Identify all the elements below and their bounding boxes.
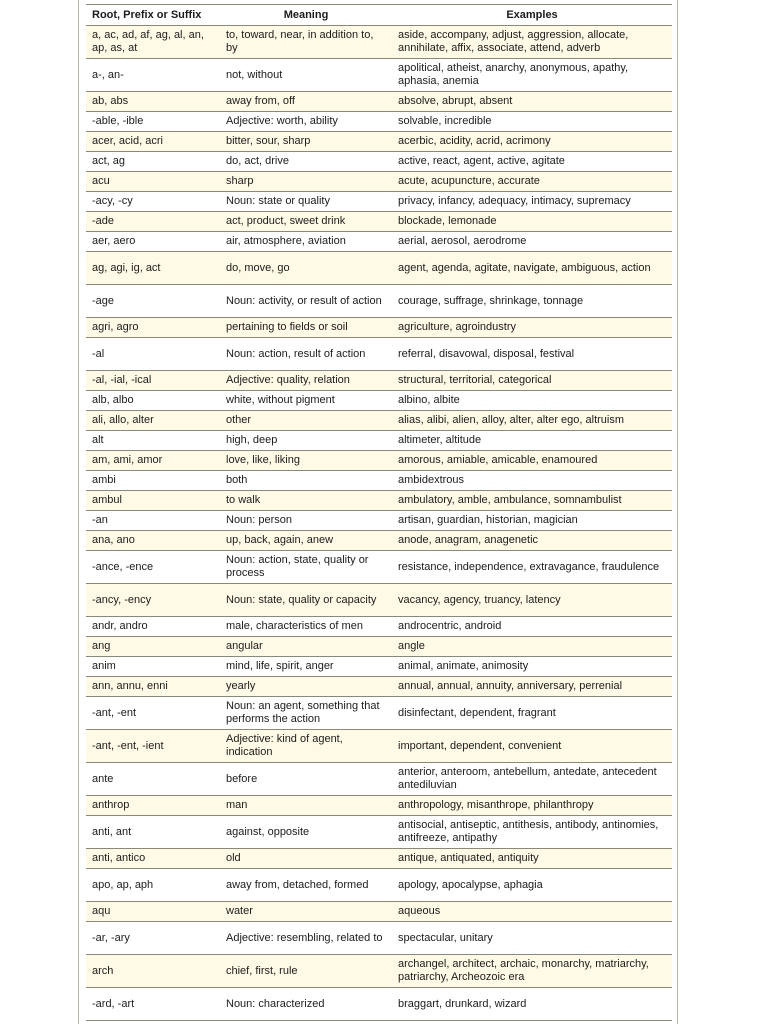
cell-examples: blockade, lemonade [392, 212, 672, 232]
table-row [86, 584, 672, 617]
cell-root: am, ami, amor [86, 451, 220, 471]
cell-examples: disinfectant, dependent, fragrant [392, 697, 672, 730]
cell-meaning: away from, off [220, 92, 392, 112]
cell-meaning: Noun: state or quality [220, 192, 392, 212]
cell-meaning: up, back, again, anew [220, 531, 392, 551]
cell-root: ali, allo, alter [86, 411, 220, 431]
table-row [86, 922, 672, 955]
cell-examples: androcentric, android [392, 617, 672, 637]
table-row [86, 252, 672, 285]
cell-examples: angle [392, 637, 672, 657]
header-examples: Examples [392, 5, 672, 26]
cell-meaning: love, like, liking [220, 451, 392, 471]
cell-meaning: Noun: action, result of action [220, 338, 392, 371]
table-row [86, 551, 672, 584]
table-row [86, 697, 672, 730]
cell-examples: structural, territorial, categorical [392, 371, 672, 391]
cell-root: ambul [86, 491, 220, 511]
cell-root: andr, andro [86, 617, 220, 637]
cell-meaning: old [220, 849, 392, 869]
cell-examples: anode, anagram, anagenetic [392, 531, 672, 551]
header-row [86, 5, 672, 26]
table-row [86, 92, 672, 112]
header-meaning: Meaning [220, 5, 392, 26]
cell-meaning: white, without pigment [220, 391, 392, 411]
cell-root: aer, aero [86, 232, 220, 252]
table-row [86, 796, 672, 816]
cell-meaning: Noun: person [220, 511, 392, 531]
cell-root: acu [86, 172, 220, 192]
cell-examples: annual, annual, annuity, anniversary, perrenial [392, 677, 672, 697]
table-row [86, 849, 672, 869]
cell-examples: archangel, architect, archaic, monarchy, matriarchy, patriarchy, Archeozoic era [392, 955, 672, 988]
cell-examples: ambulatory, amble, ambulance, somnambulist [392, 491, 672, 511]
cell-meaning: sharp [220, 172, 392, 192]
cell-root: -age [86, 285, 220, 318]
cell-meaning: male, characteristics of men [220, 617, 392, 637]
table-row [86, 471, 672, 491]
table-row [86, 902, 672, 922]
cell-meaning: Adjective: resembling, related to [220, 922, 392, 955]
cell-meaning: act, product, sweet drink [220, 212, 392, 232]
cell-examples: spectacular, unitary [392, 922, 672, 955]
cell-meaning: air, atmosphere, aviation [220, 232, 392, 252]
cell-root: -able, -ible [86, 112, 220, 132]
cell-root: agri, agro [86, 318, 220, 338]
cell-meaning: yearly [220, 677, 392, 697]
cell-meaning: angular [220, 637, 392, 657]
cell-examples: apology, apocalypse, aphagia [392, 869, 672, 902]
table-row [86, 763, 672, 796]
cell-examples: agriculture, agroindustry [392, 318, 672, 338]
table-row [86, 955, 672, 988]
cell-meaning: away from, detached, formed [220, 869, 392, 902]
cell-meaning: Adjective: worth, ability [220, 112, 392, 132]
cell-root: anim [86, 657, 220, 677]
cell-examples: antisocial, antiseptic, antithesis, antibody, antinomies, antifreeze, antipathy [392, 816, 672, 849]
cell-examples: anthropology, misanthrope, philanthropy [392, 796, 672, 816]
table-row [86, 318, 672, 338]
cell-root: -acy, -cy [86, 192, 220, 212]
table-row [86, 988, 672, 1021]
cell-meaning: Noun: an agent, something that performs the action [220, 697, 392, 730]
cell-root: ann, annu, enni [86, 677, 220, 697]
cell-examples: animal, animate, animosity [392, 657, 672, 677]
cell-root: -ant, -ent [86, 697, 220, 730]
cell-meaning: man [220, 796, 392, 816]
cell-root: anti, antico [86, 849, 220, 869]
table-row [86, 232, 672, 252]
cell-meaning: Noun: characterized [220, 988, 392, 1021]
table-row [86, 338, 672, 371]
cell-examples: agent, agenda, agitate, navigate, ambiguous, action [392, 252, 672, 285]
table-row [86, 657, 672, 677]
cell-examples: solvable, incredible [392, 112, 672, 132]
cell-root: alt [86, 431, 220, 451]
cell-examples: active, react, agent, active, agitate [392, 152, 672, 172]
cell-examples: artisan, guardian, historian, magician [392, 511, 672, 531]
cell-examples: altimeter, altitude [392, 431, 672, 451]
cell-root: arch [86, 955, 220, 988]
table-row [86, 816, 672, 849]
cell-meaning: Noun: state, quality or capacity [220, 584, 392, 617]
cell-meaning: other [220, 411, 392, 431]
cell-root: -ance, -ence [86, 551, 220, 584]
table-row [86, 491, 672, 511]
cell-meaning: water [220, 902, 392, 922]
cell-examples: antique, antiquated, antiquity [392, 849, 672, 869]
cell-root: -al [86, 338, 220, 371]
table-row [86, 371, 672, 391]
cell-examples: aside, accompany, adjust, aggression, allocate, annihilate, affix, associate, attend, adverb [392, 26, 672, 59]
cell-examples: absolve, abrupt, absent [392, 92, 672, 112]
cell-meaning: bitter, sour, sharp [220, 132, 392, 152]
cell-examples: apolitical, atheist, anarchy, anonymous, apathy, aphasia, anemia [392, 59, 672, 92]
cell-root: a-, an- [86, 59, 220, 92]
cell-examples: vacancy, agency, truancy, latency [392, 584, 672, 617]
cell-root: apo, ap, aph [86, 869, 220, 902]
cell-root: anti, ant [86, 816, 220, 849]
cell-root: -ard, -art [86, 988, 220, 1021]
cell-meaning: mind, life, spirit, anger [220, 657, 392, 677]
cell-examples: resistance, independence, extravagance, fraudulence [392, 551, 672, 584]
cell-examples: ambidextrous [392, 471, 672, 491]
table-row [86, 112, 672, 132]
cell-meaning: not, without [220, 59, 392, 92]
cell-root: ag, agi, ig, act [86, 252, 220, 285]
cell-examples: aerial, aerosol, aerodrome [392, 232, 672, 252]
table-row [86, 511, 672, 531]
cell-examples: anterior, anteroom, antebellum, antedate, antecedent antediluvian [392, 763, 672, 796]
cell-examples: privacy, infancy, adequacy, intimacy, supremacy [392, 192, 672, 212]
cell-meaning: to walk [220, 491, 392, 511]
table-row [86, 59, 672, 92]
table-body [86, 26, 672, 1021]
table-row [86, 172, 672, 192]
cell-root: act, ag [86, 152, 220, 172]
cell-root: ante [86, 763, 220, 796]
cell-meaning: pertaining to fields or soil [220, 318, 392, 338]
cell-root: a, ac, ad, af, ag, al, an, ap, as, at [86, 26, 220, 59]
cell-meaning: Adjective: kind of agent, indication [220, 730, 392, 763]
cell-root: -al, -ial, -ical [86, 371, 220, 391]
cell-meaning: do, move, go [220, 252, 392, 285]
cell-meaning: Adjective: quality, relation [220, 371, 392, 391]
cell-examples: aqueous [392, 902, 672, 922]
table-row [86, 431, 672, 451]
cell-root: ambi [86, 471, 220, 491]
cell-meaning: Noun: activity, or result of action [220, 285, 392, 318]
cell-examples: acerbic, acidity, acrid, acrimony [392, 132, 672, 152]
cell-examples: courage, suffrage, shrinkage, tonnage [392, 285, 672, 318]
cell-examples: braggart, drunkard, wizard [392, 988, 672, 1021]
cell-examples: albino, albite [392, 391, 672, 411]
cell-root: acer, acid, acri [86, 132, 220, 152]
cell-meaning: chief, first, rule [220, 955, 392, 988]
cell-meaning: high, deep [220, 431, 392, 451]
table-row [86, 26, 672, 59]
table-row [86, 617, 672, 637]
table-row [86, 285, 672, 318]
cell-examples: referral, disavowal, disposal, festival [392, 338, 672, 371]
cell-examples: important, dependent, convenient [392, 730, 672, 763]
table-row [86, 152, 672, 172]
table-row [86, 411, 672, 431]
cell-root: -ancy, -ency [86, 584, 220, 617]
cell-meaning: against, opposite [220, 816, 392, 849]
table-row [86, 637, 672, 657]
cell-root: -an [86, 511, 220, 531]
cell-examples: alias, alibi, alien, alloy, alter, alter ego, altruism [392, 411, 672, 431]
table-row [86, 212, 672, 232]
header-root: Root, Prefix or Suffix [86, 5, 220, 26]
table-row [86, 391, 672, 411]
cell-root: -ade [86, 212, 220, 232]
cell-root: -ar, -ary [86, 922, 220, 955]
cell-meaning: before [220, 763, 392, 796]
cell-root: -ant, -ent, -ient [86, 730, 220, 763]
roots-table [86, 4, 672, 1021]
table-row [86, 677, 672, 697]
cell-root: alb, albo [86, 391, 220, 411]
table-row [86, 869, 672, 902]
table-row [86, 132, 672, 152]
cell-root: ang [86, 637, 220, 657]
table-row [86, 451, 672, 471]
cell-examples: amorous, amiable, amicable, enamoured [392, 451, 672, 471]
table-row [86, 531, 672, 551]
cell-meaning: do, act, drive [220, 152, 392, 172]
cell-root: ana, ano [86, 531, 220, 551]
cell-root: anthrop [86, 796, 220, 816]
cell-meaning: Noun: action, state, quality or process [220, 551, 392, 584]
cell-root: aqu [86, 902, 220, 922]
table-row [86, 192, 672, 212]
cell-meaning: to, toward, near, in addition to, by [220, 26, 392, 59]
cell-examples: acute, acupuncture, accurate [392, 172, 672, 192]
table-row [86, 730, 672, 763]
cell-meaning: both [220, 471, 392, 491]
cell-root: ab, abs [86, 92, 220, 112]
